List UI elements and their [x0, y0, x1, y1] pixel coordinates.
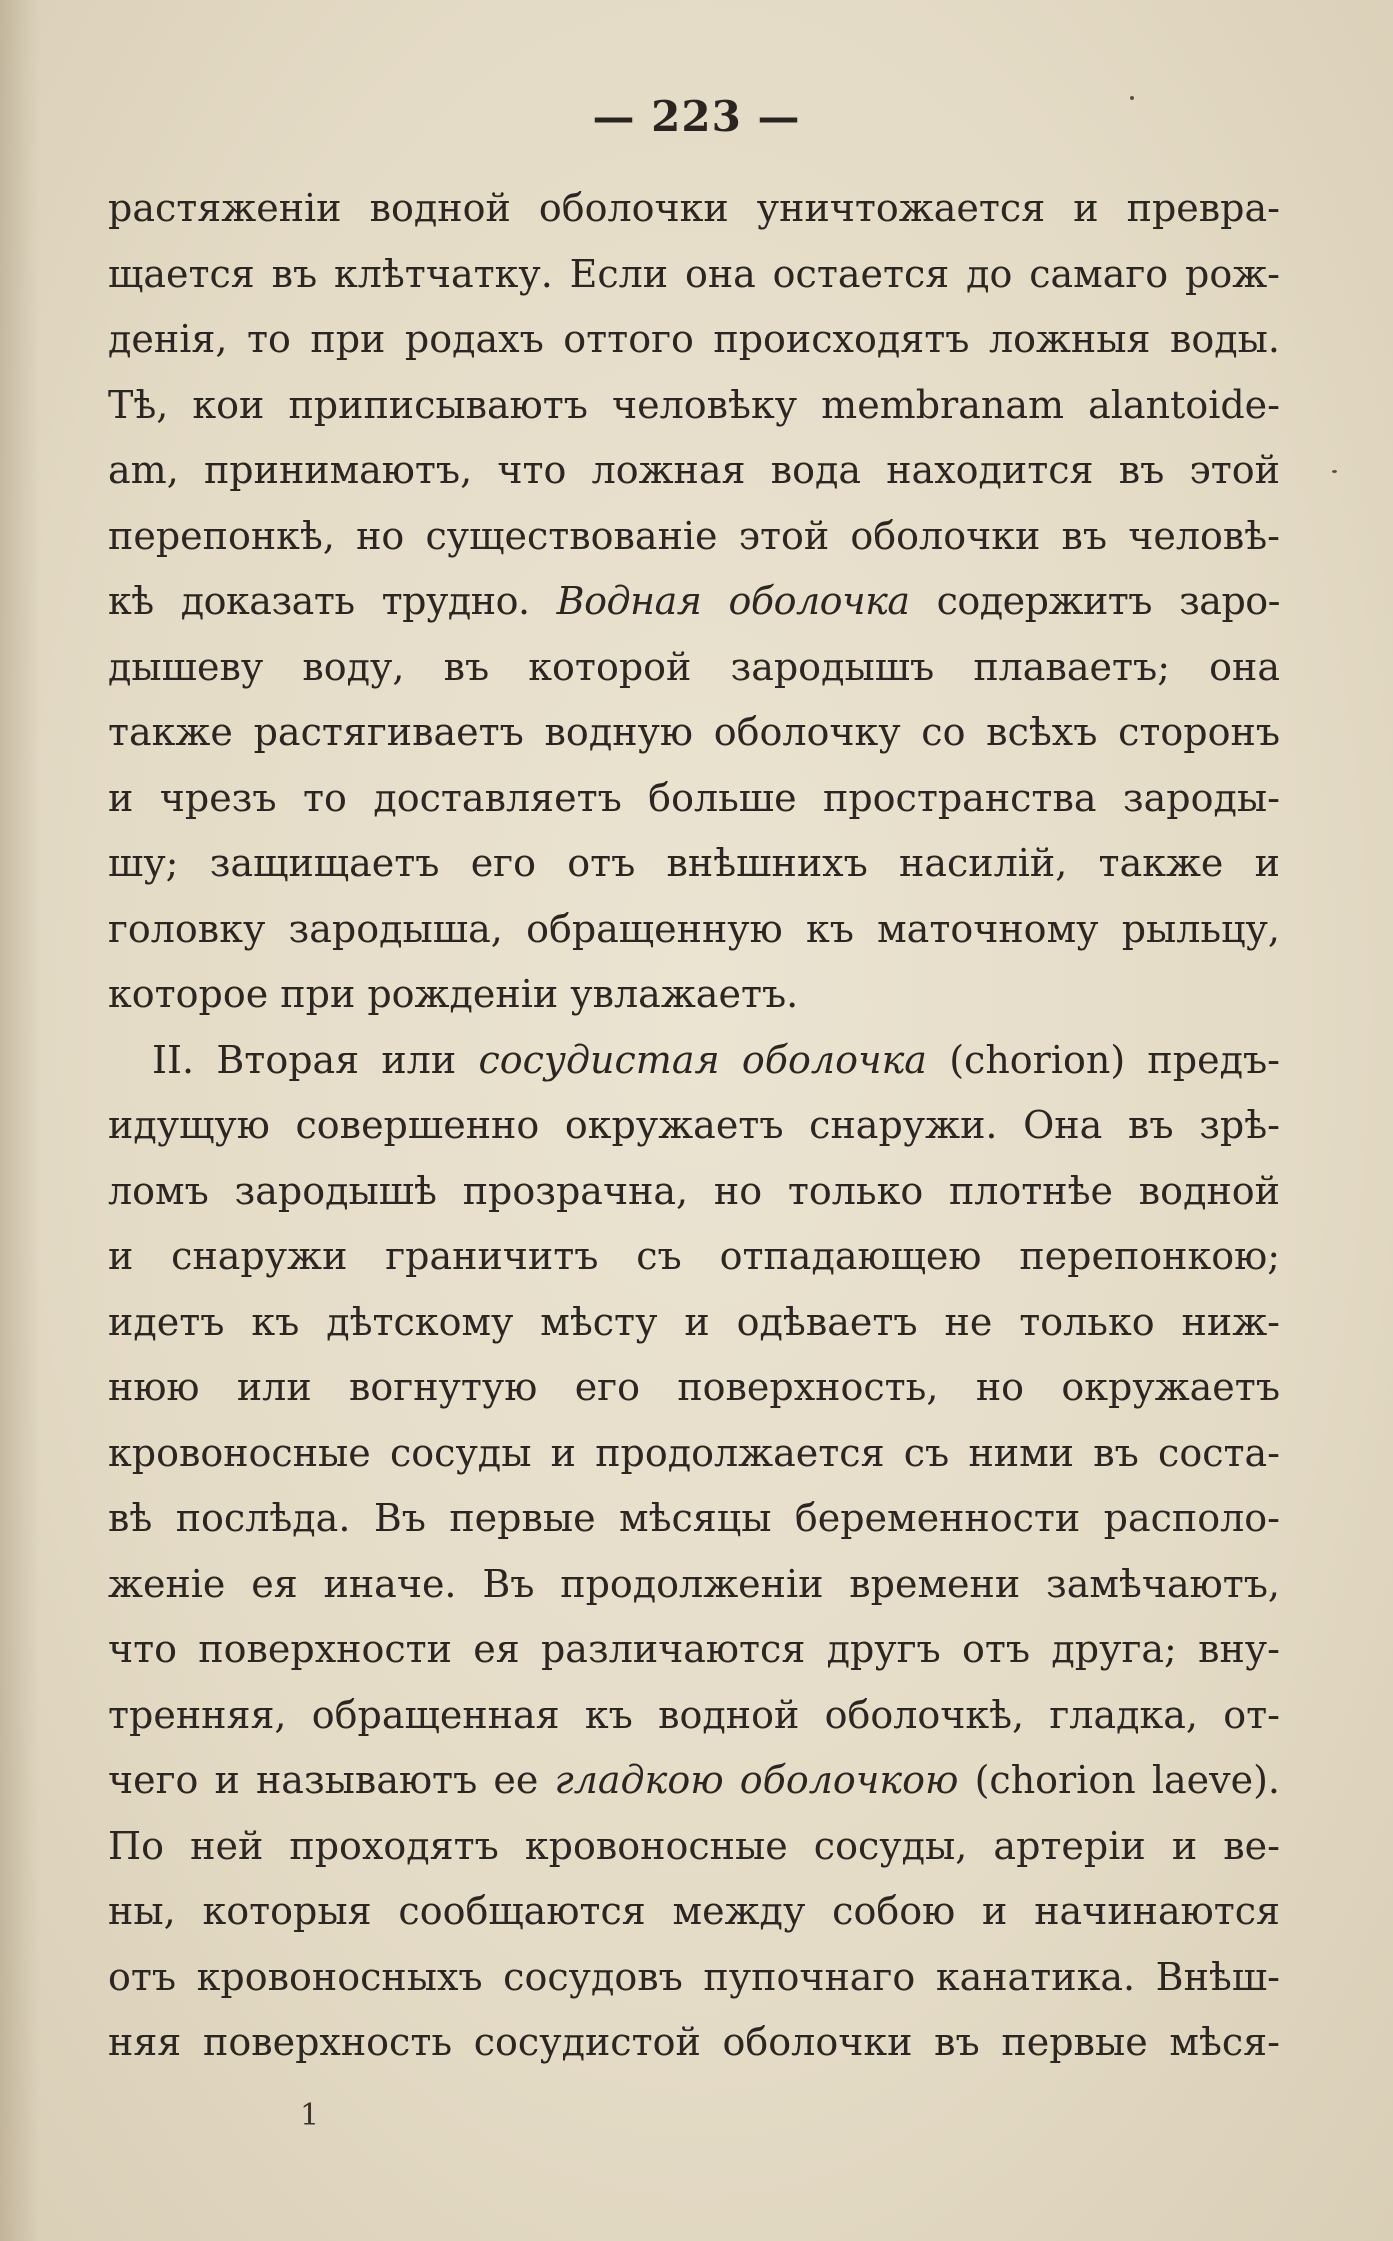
text-line	[108, 1224, 1280, 1290]
line-text: чего и называютъ ее	[108, 1758, 555, 1802]
italic-term: Водная оболочка	[556, 579, 910, 623]
line-text: которое при рожденіи увлажаетъ.	[108, 972, 799, 1016]
text-line	[108, 831, 1280, 897]
text-line	[108, 1355, 1280, 1421]
line-text: нюю или вогнутую его поверхность, но окружаетъ	[108, 1365, 1280, 1409]
paper-speck	[1332, 470, 1337, 473]
text-line	[108, 897, 1280, 963]
line-text: кровоносные сосуды и продолжается съ ними въ соста-	[108, 1430, 1280, 1475]
text-line	[108, 1683, 1280, 1749]
line-text: идетъ къ дѣтскому мѣсту и одѣваетъ не только ниж-	[108, 1299, 1280, 1344]
text-line	[108, 1879, 1280, 1945]
line-text: По ней проходятъ кровоносные сосуды, артеріи и ве-	[108, 1823, 1280, 1868]
line-text: (chorion laeve).	[958, 1758, 1280, 1802]
text-line	[108, 1748, 1280, 1814]
text-line	[108, 438, 1280, 504]
footer-mark: 1	[300, 2098, 320, 2133]
text-line	[108, 1617, 1280, 1683]
line-text: идущую совершенно окружаетъ снаружи. Она въ зрѣ-	[108, 1103, 1280, 1147]
text-line	[108, 373, 1280, 439]
text-line	[108, 1093, 1280, 1159]
text-line	[108, 1159, 1280, 1225]
text-line	[108, 1945, 1280, 2011]
line-text: содержитъ заро-	[909, 579, 1280, 623]
text-line	[108, 307, 1280, 373]
line-text: тренняя, обращенная къ водной оболочкѣ, гладка, от-	[108, 1692, 1280, 1737]
line-text: и снаружи граничитъ съ отпадающею перепонкою;	[108, 1234, 1280, 1278]
line-text: дышеву воду, въ которой зародышъ плаваетъ; она	[108, 644, 1280, 689]
text-line	[108, 242, 1280, 308]
line-text: ломъ зародышѣ прозрачна, но только плотнѣе водной	[108, 1168, 1280, 1213]
line-text: растяженіи водной оболочки уничтожается и превра-	[108, 186, 1280, 230]
line-text: am, принимаютъ, что ложная вода находится въ этой	[108, 448, 1280, 492]
text-line	[108, 962, 1280, 1028]
line-text: вѣ послѣда. Въ первые мѣсяцы беременности располо-	[108, 1496, 1280, 1540]
line-text: кѣ доказать трудно.	[108, 579, 557, 623]
line-text: отъ кровоносныхъ сосудовъ пупочнаго канатика. Внѣш-	[108, 1954, 1280, 1999]
line-text: и чрезъ то доставляетъ больше пространства зароды-	[108, 775, 1280, 820]
line-text: Тѣ, кои приписываютъ человѣку membranam alantoide-	[108, 382, 1280, 427]
text-line	[108, 504, 1280, 570]
text-line	[108, 1290, 1280, 1356]
spine-shadow	[0, 0, 40, 2241]
body-text	[108, 176, 1280, 2076]
text-line	[108, 2010, 1280, 2076]
text-line	[108, 1814, 1280, 1880]
text-line	[108, 766, 1280, 832]
text-line	[108, 700, 1280, 766]
text-line	[108, 176, 1280, 242]
line-text: денія, то при родахъ оттого происходятъ ложныя воды.	[108, 317, 1280, 361]
text-line	[108, 1552, 1280, 1618]
paper-speck	[1130, 96, 1134, 100]
italic-term: гладкою оболочкою	[554, 1758, 959, 1802]
line-text: няя поверхность сосудистой оболочки въ первые мѣся-	[108, 2020, 1280, 2064]
text-line	[108, 1421, 1280, 1487]
line-text: также растягиваетъ водную оболочку со всѣхъ сторонъ	[108, 710, 1280, 754]
line-text: перепонкѣ, но существованіе этой оболочки въ человѣ-	[108, 513, 1280, 558]
text-line	[108, 1028, 1280, 1094]
line-text: что поверхности ея различаются другъ отъ друга; вну-	[108, 1627, 1280, 1671]
line-text: II. Вторая или	[152, 1037, 479, 1082]
line-text: щается въ клѣтчатку. Если она остается до самаго рож-	[108, 251, 1280, 296]
page-number: — 223 —	[592, 92, 801, 141]
line-text: шу; защищаетъ его отъ внѣшнихъ насилій, также и	[108, 841, 1280, 885]
line-text: женіе ея иначе. Въ продолженіи времени замѣчаютъ,	[108, 1561, 1280, 1606]
text-line	[108, 569, 1280, 635]
italic-term: сосудистая оболочка	[478, 1037, 927, 1082]
line-text: ны, которыя сообщаются между собою и начинаются	[108, 1889, 1280, 1933]
line-text: головку зародыша, обращенную къ маточному рыльцу,	[108, 906, 1280, 951]
line-text: (chorion) предъ-	[926, 1037, 1280, 1082]
text-line	[108, 635, 1280, 701]
text-line	[108, 1486, 1280, 1552]
